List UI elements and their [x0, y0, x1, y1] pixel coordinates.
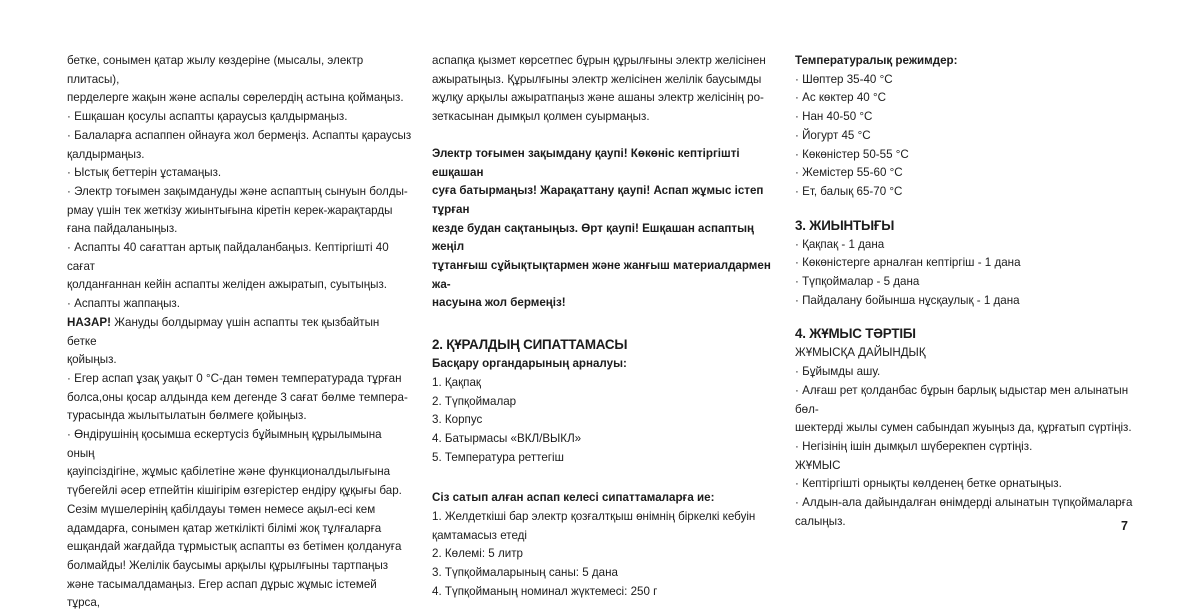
section-3-heading: 3. ЖИЫНТЫҒЫ — [795, 217, 895, 233]
safety-warning-line: суға батырмаңыз! Жарақаттану қаупі! Аспап жұмыс істеп тұрған — [432, 184, 764, 216]
features-item: 4. Түпқойманың номинал жүктемесі: 250 г — [432, 584, 658, 598]
controls-subheading: Басқару органдарының арналуы: — [432, 357, 627, 371]
features-item: қамтамасыз етеді — [432, 528, 527, 542]
kit-item: · Пайдалану бойынша нұсқаулық - 1 дана — [795, 293, 1020, 307]
text-line: ғана пайдаланыңыз. — [67, 222, 178, 236]
features-item: 2. Көлемі: 5 литр — [432, 547, 523, 561]
text-line: қолданғаннан кейін аспапты желіден ажыратып, суытыңыз. — [67, 278, 388, 292]
spacer — [432, 127, 778, 145]
page-number: 7 — [1121, 519, 1128, 533]
warning-text: Жануды болдырмау үшін аспапты тек қызбайтын бетке — [67, 315, 380, 348]
kit-item: · Түпқоймалар - 5 дана — [795, 275, 920, 289]
safety-warning-line: Электр тоғымен зақымдану қаупі! Көкөніс кептіргішті ешқашан — [432, 146, 740, 179]
work-line: · Алғаш рет қолданбас бұрын барлық ыдыстар мен алынатын бөл- — [795, 383, 1129, 416]
controls-item: 1. Қақпақ — [432, 375, 481, 389]
text-line: болса,оны қосар алдында кем дегенде 3 сағат бөлме темпера- — [67, 390, 408, 404]
temperature-item: · Нан 40-50 °С — [795, 110, 873, 124]
text-line: · Электр тоғымен зақымдануды және аспаптың сынуын болды- — [67, 184, 408, 198]
text-line: · Аспапты жаппаңыз. — [67, 297, 180, 311]
controls-item: 4. Батырмасы «ВКЛ/ВЫКЛ» — [432, 431, 582, 445]
work-line: шектерді жылы сумен сабындап жуыңыз да, құрғатып сүртіңіз. — [795, 421, 1132, 435]
kit-item: · Қақпақ - 1 дана — [795, 237, 885, 251]
column-middle — [432, 52, 778, 602]
text-line: · Егер аспап ұзақ уақыт 0 °С-дан төмен температурада тұрған — [67, 371, 402, 385]
features-item: 3. Түпқоймаларының саны: 5 дана — [432, 566, 618, 580]
temperature-item: · Көкөністер 50-55 °С — [795, 147, 909, 161]
work-line: · Кептіргішті орнықты көлденең бетке орнатыңыз. — [795, 477, 1062, 491]
text-line: · Өндірушінің қосымша ескертусіз бұйымның құрылымына оның — [67, 428, 382, 460]
text-line: ажыратыңыз. Құрылғыны электр желісінен желілік баусымды — [432, 72, 762, 86]
warning-line — [67, 314, 412, 351]
temperature-item: · Жемістер 55-60 °С — [795, 166, 903, 180]
controls-item: 5. Температура реттегіш — [432, 450, 564, 464]
text-line: · Аспапты 40 сағаттан артық пайдаланбаңыз. Кептіргішті 40 сағат — [67, 241, 389, 273]
warning-label: НАЗАР! — [67, 315, 111, 329]
text-line: және тасымалдамаңыз. Егер аспап дұрыс жұмыс істемей тұрса, — [67, 577, 377, 610]
controls-item: 2. Түпқоймалар — [432, 394, 517, 408]
spacer — [432, 313, 778, 335]
text-line: турасында жылытылатын бөлмеге қойыңыз. — [67, 409, 307, 423]
text-line: болмайды! Желілік баусымы арқылы құрылғыны тартпаңыз — [67, 558, 389, 572]
text-line: түбегейлі әсер етпейтін кішігірім өзгерістер ендіру құқығы бар. — [67, 484, 402, 498]
section-4-heading: 4. ЖҰМЫС ТӘРТІБІ — [795, 326, 916, 342]
safety-warning-line: кезде будан сақтаныңыз. Өрт қаупі! Ешқашан аспаптың жеңіл — [432, 221, 754, 254]
text-line: қауіпсіздігіне, жұмыс қабілетіне және функционалдылығына — [67, 465, 391, 479]
spacer — [432, 467, 778, 489]
text-line: жұлқу арқылы ажыратпаңыз және ашаны электр желісінің ро- — [432, 91, 764, 105]
text-line: қойыңыз. — [67, 353, 117, 367]
temperature-item: · Ас көктер 40 °С — [795, 91, 886, 105]
text-line: рмау үшін тек жеткізу жиынтығына кіретін керек-жарақтарды — [67, 203, 393, 217]
text-line: ешқандай жағдайда тұрмыстық аспапты өз бетімен қолдануға — [67, 540, 402, 554]
temperature-item: · Йогурт 45 °С — [795, 128, 871, 142]
temperature-item: · Ет, балық 65-70 °С — [795, 184, 903, 198]
text-line: · Ыстық беттерін ұстамаңыз. — [67, 166, 222, 180]
text-line: бетке, сонымен қатар жылу көздеріне (мысалы, электр плитасы), — [67, 54, 364, 86]
work-line: · Бұйымды ашу. — [795, 365, 881, 379]
features-subheading: Сіз сатып алған аспап келесі сипаттамаларға ие: — [432, 491, 715, 505]
safety-warning-line: тұтанғыш сұйықтықтармен және жанғыш материалдармен жа- — [432, 259, 771, 291]
safety-warning-line: насуына жол бермеңіз! — [432, 296, 566, 310]
controls-item: 3. Корпус — [432, 413, 483, 427]
text-line: адамдарға, сонымен қатар жеткілікті білімі жоқ тұлғаларға — [67, 521, 382, 535]
text-line: зеткасынан дымқыл қолмен суырмаңыз. — [432, 110, 650, 124]
spacer — [795, 202, 1140, 216]
work-line: ЖҰМЫС — [795, 458, 841, 472]
features-item: 1. Желдеткіші бар электр қозғалтқыш өнімнің біркелкі кебуін — [432, 510, 756, 524]
section-2-heading: 2. ҚҰРАЛДЫҢ СИПАТТАМАСЫ — [432, 337, 628, 353]
temperature-modes-heading: Температуралық режимдер: — [795, 54, 958, 67]
column-left — [67, 52, 412, 613]
text-line: перделерге жақын және аспалы сөрелердің астына қоймаңыз. — [67, 91, 404, 105]
temperature-item: · Шөптер 35-40 °С — [795, 72, 893, 86]
text-line: Сезім мүшелерінің қабілдауы төмен немесе ақыл-есі кем — [67, 502, 376, 516]
kit-item: · Көкөністерге арналған кептіргіш - 1 дана — [795, 256, 1021, 270]
work-line: · Алдын-ала дайындалған өнімдерді алынатын түпқоймаларға — [795, 496, 1133, 510]
text-line: · Ешқашан қосулы аспапты қараусыз қалдырмаңыз. — [67, 110, 348, 124]
text-line: аспапқа қызмет көрсетпес бұрын құрылғыны электр желісінен — [432, 54, 766, 67]
text-line: қалдырмаңыз. — [67, 147, 145, 161]
work-line: · Негізінің ішін дымқыл шүберекпен сүртіңіз. — [795, 439, 1033, 453]
column-right — [795, 52, 1140, 531]
work-line: ЖҰМЫСҚА ДАЙЫНДЫҚ — [795, 346, 926, 360]
text-line: · Балаларға аспаппен ойнауға жол бермеңіз. Аспапты қараусыз — [67, 128, 412, 142]
work-line: салыңыз. — [795, 514, 846, 528]
spacer — [795, 310, 1140, 324]
